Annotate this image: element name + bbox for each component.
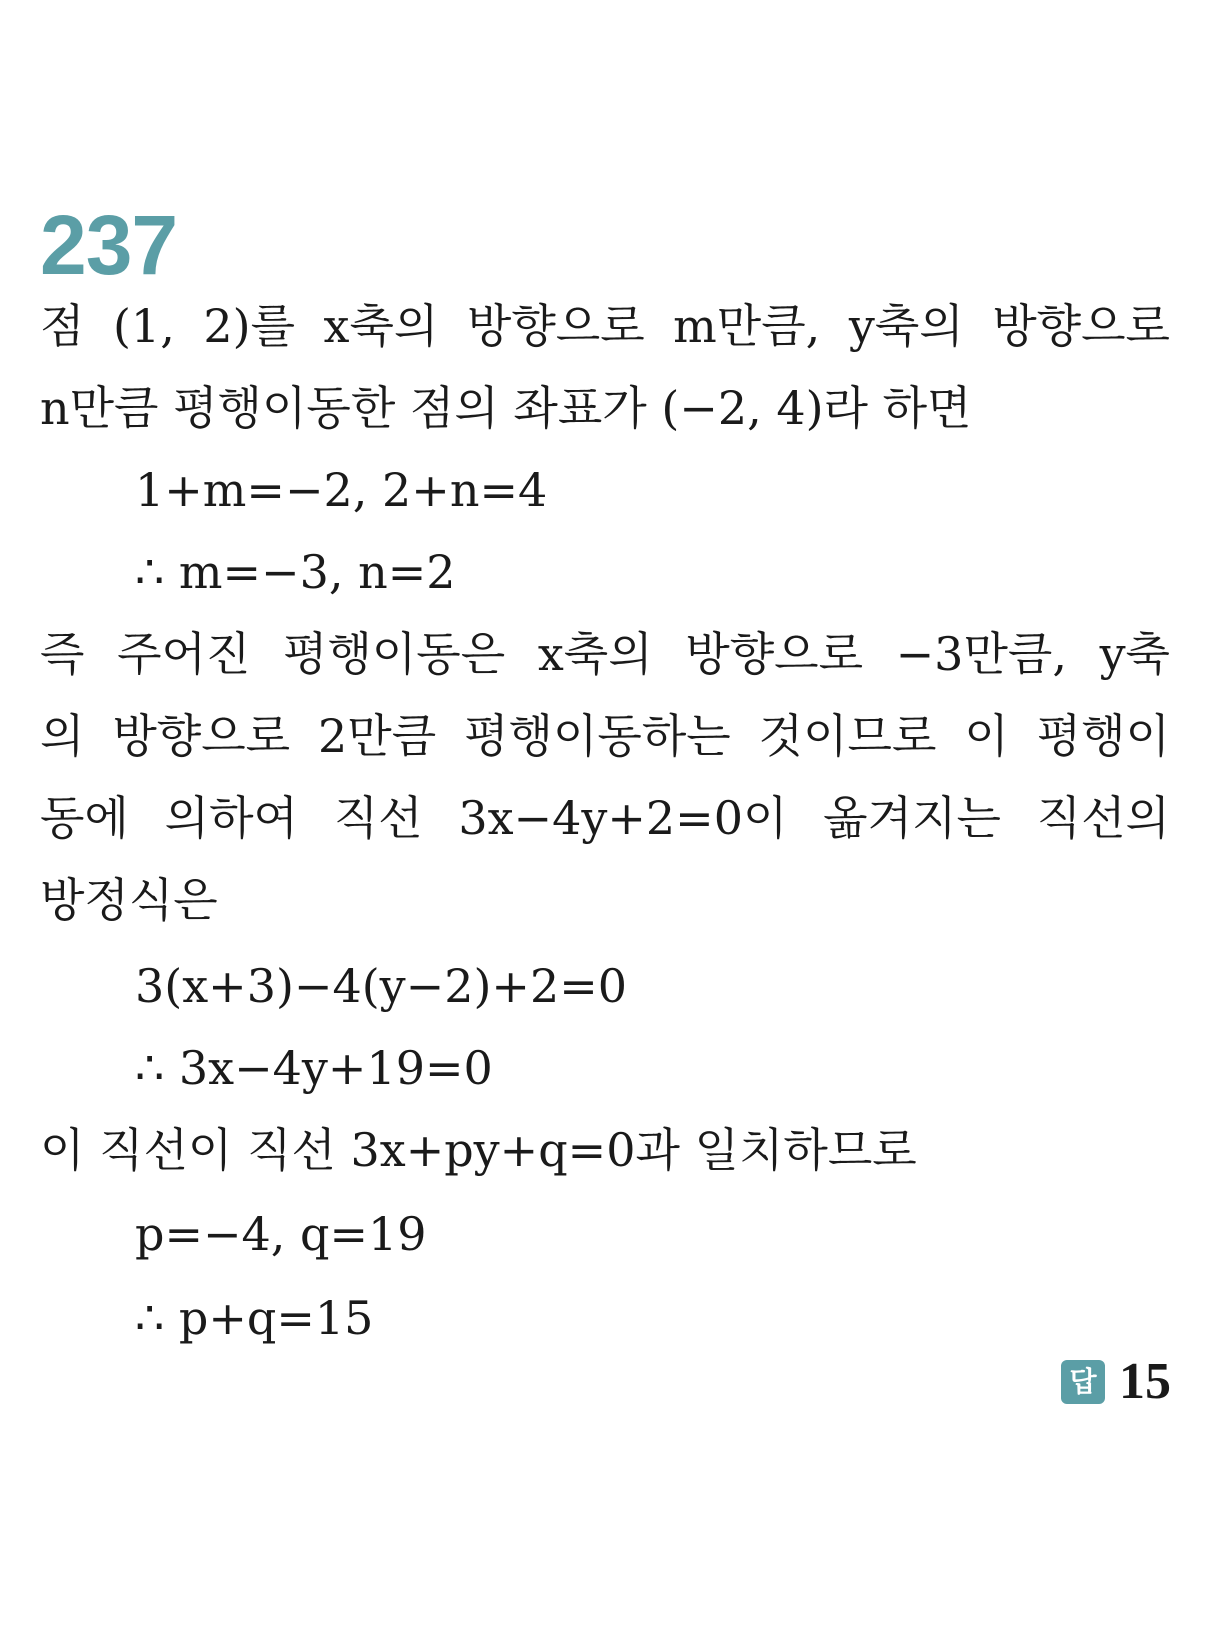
solution-line-4: 의 방향으로 2만큼 평행이동하는 것이므로 이 평행이 (40, 709, 1170, 763)
solution-line-3: 즉 주어진 평행이동은 x축의 방향으로 −3만큼, y축 (40, 627, 1170, 681)
solution-line-1: 점 (1, 2)를 x축의 방향으로 m만큼, y축의 방향으로 (40, 299, 1170, 353)
solution-line-2: n만큼 평행이동한 점의 좌표가 (−2, 4)라 하면 (40, 381, 972, 435)
answer (1061, 1352, 1171, 1412)
equation-line-2: ∴ m=−3, n=2 (135, 545, 456, 599)
equation-line-4: ∴ 3x−4y+19=0 (135, 1041, 493, 1095)
solution-line-7: 이 직선이 직선 3x+py+q=0과 일치하므로 (40, 1123, 917, 1177)
solution-line-6: 방정식은 (40, 873, 218, 927)
solution-line-5: 동에 의하여 직선 3x−4y+2=0이 옮겨지는 직선의 (40, 791, 1170, 845)
answer-value: 15 (1119, 1353, 1171, 1410)
equation-line-1: 1+m=−2, 2+n=4 (135, 463, 548, 517)
problem-number: 237 (40, 198, 178, 292)
equation-line-3: 3(x+3)−4(y−2)+2=0 (135, 959, 628, 1013)
answer-badge: 답 (1061, 1360, 1105, 1404)
equation-line-5: p=−4, q=19 (135, 1207, 427, 1261)
equation-line-6: ∴ p+q=15 (135, 1291, 374, 1345)
